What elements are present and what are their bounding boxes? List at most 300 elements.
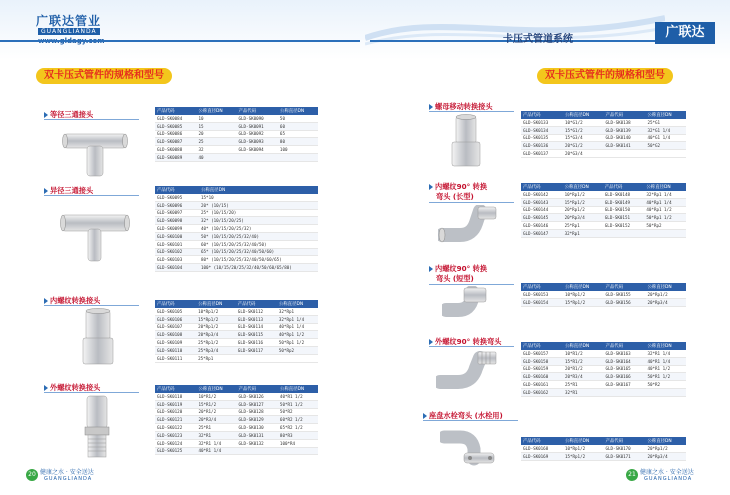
col-header-code: 产品代码 — [155, 186, 199, 194]
left-section-title — [36, 68, 172, 84]
product-code-cell: GLD-SK0104 — [155, 264, 199, 272]
product-code-cell — [236, 153, 277, 161]
left-section-title-text: 双卡压式管件的规格和型号 — [44, 70, 164, 81]
product-code-cell: GLD-SK0086 — [155, 130, 196, 138]
col-header-code: 产品代码 — [521, 111, 563, 119]
product-code-cell: GLD-SK0128 — [236, 408, 277, 416]
table-row — [521, 119, 686, 126]
product-code-cell: GLD-SK0116 — [236, 339, 277, 347]
nominal-size-cell: 15*Rp1/2 — [563, 198, 603, 206]
nominal-size-cell: 60 — [278, 122, 318, 130]
nominal-size-cell: 15*R1/2 — [563, 357, 604, 365]
label-underline — [423, 420, 518, 421]
col-header-size: 公称直径DN — [645, 342, 686, 350]
product-code-cell: GLD-SK0169 — [521, 452, 563, 460]
product-code-cell — [603, 150, 645, 158]
nominal-size-cell: 15 — [196, 122, 236, 130]
nominal-size-cell: 20*Rp3/4 — [645, 298, 686, 306]
product-code-cell: GLD-SK0095 — [155, 194, 199, 201]
nominal-size-cell: 32 — [196, 146, 236, 154]
footer-slogan-right: 健康之水 · 安全送达 — [640, 469, 694, 476]
col-header-code: 产品代码 — [236, 385, 277, 393]
nominal-size-cell: 15*R1/2 — [196, 400, 236, 408]
table-row — [155, 201, 318, 209]
table-row — [155, 331, 318, 339]
male-elbow-spec-table — [521, 342, 686, 397]
product-code-cell: GLD-SK0098 — [155, 217, 199, 225]
nominal-size-cell: 15*Rp1/2 — [563, 452, 604, 460]
col-header-code: 产品代码 — [236, 107, 277, 115]
nominal-size-cell: 60*R2 1/2 — [278, 416, 318, 424]
equal-tee-spec-table — [155, 107, 318, 162]
wall-plate-elbow-rows — [521, 445, 686, 460]
female-elbow-short-rows — [521, 291, 686, 306]
product-code-cell: GLD-SK0163 — [603, 350, 645, 357]
nominal-size-cell: 50*Rp2 — [644, 222, 686, 230]
col-header-code: 产品代码 — [155, 385, 196, 393]
product-code-cell: GLD-SK0085 — [155, 122, 196, 130]
reducing-tee-rows — [155, 194, 318, 271]
nominal-size-cell: 10*R1/2 — [563, 350, 604, 357]
product-code-cell: GLD-SK0152 — [603, 222, 645, 230]
page-number-right: 21 — [626, 469, 638, 481]
product-code-cell: GLD-SK0088 — [155, 146, 196, 154]
col-header-code: 产品代码 — [521, 437, 563, 445]
nominal-size-cell: 80 — [278, 138, 318, 146]
female-elbow-long-spec-table — [521, 183, 686, 238]
nominal-size-cell — [645, 150, 686, 158]
product-label-female-elbow-long-sub: 弯头 (长型) — [436, 192, 474, 201]
col-header-size: 公称直径DN — [196, 385, 236, 393]
table-row — [155, 447, 318, 455]
male-elbow-rows — [521, 350, 686, 396]
table-row — [155, 153, 318, 161]
logo-chinese-name: 广联达管业 — [36, 14, 102, 28]
product-code-cell: GLD-SK0130 — [236, 424, 277, 432]
nominal-size-cell: 10*Rp1/2 — [563, 445, 604, 452]
reducing-tee-fitting-image — [58, 205, 132, 265]
table-row — [155, 408, 318, 416]
nominal-size-cell: 25 — [196, 138, 236, 146]
table-row — [155, 439, 318, 447]
product-code-cell: GLD-SK0165 — [603, 365, 645, 373]
female-adapter-rows — [155, 308, 318, 362]
product-code-cell: GLD-SK0147 — [521, 229, 563, 237]
table-row — [521, 222, 686, 230]
nominal-size-cell: 15*Rp1/2 — [196, 315, 236, 323]
product-code-cell: GLD-SK0133 — [521, 119, 563, 126]
label-underline — [44, 119, 139, 120]
product-code-cell — [236, 447, 277, 455]
brand-badge: 广联达 — [655, 22, 715, 44]
nominal-size-cell: 20*Rp1/2 — [196, 323, 236, 331]
col-header-code: 产品代码 — [603, 342, 645, 350]
product-code-cell: GLD-SK0142 — [521, 191, 563, 198]
nominal-size-cell: 50*Rp2 — [277, 346, 318, 354]
table-row — [155, 248, 318, 256]
col-header-code: 产品代码 — [521, 283, 563, 291]
table-row — [155, 354, 318, 362]
table-row — [155, 416, 318, 424]
nominal-size-cell: 25*Rp1/2 — [196, 339, 236, 347]
label-underline — [429, 111, 514, 112]
nominal-size-cell: 15*G1/2 — [563, 126, 604, 134]
product-code-cell: GLD-SK0124 — [155, 439, 196, 447]
right-section-title — [537, 68, 673, 84]
col-header-size: 公称直径DN — [645, 437, 686, 445]
product-label-female-elbow-short-sub: 弯头 (短型) — [436, 274, 474, 283]
nominal-size-cell: 10*R1/2 — [196, 393, 236, 400]
table-row — [521, 191, 686, 198]
table-row — [521, 150, 686, 158]
product-code-cell: GLD-SK0164 — [603, 357, 645, 365]
nominal-size-cell: 20 — [196, 130, 236, 138]
product-code-cell: GLD-SK0168 — [521, 445, 563, 452]
nominal-size-cell: 10*Rp1/2 — [563, 291, 604, 298]
col-header-code: 产品代码 — [236, 300, 277, 308]
table-row — [521, 350, 686, 357]
table-row — [521, 373, 686, 381]
product-code-cell: GLD-SK0161 — [521, 381, 563, 389]
table-row — [155, 431, 318, 439]
company-logo — [36, 12, 116, 48]
col-header-size: 公称直径DN — [196, 300, 236, 308]
table-row — [521, 206, 686, 214]
nominal-size-cell: 50* (10/15/20/25/32/40) — [199, 232, 318, 240]
product-label-male-adapter: 外螺纹转换接头 — [44, 383, 100, 393]
product-code-cell: GLD-SK0118 — [155, 393, 196, 400]
header-rule-left — [0, 40, 360, 42]
product-code-cell: GLD-SK0112 — [236, 308, 277, 315]
nut-union-rows — [521, 119, 686, 157]
product-code-cell: GLD-SK0109 — [155, 339, 196, 347]
nominal-size-cell: 32*R1 1/4 — [196, 439, 236, 447]
nominal-size-cell: 32*R1 1/4 — [645, 350, 686, 357]
nominal-size-cell: 10*Rp1/2 — [196, 308, 236, 315]
nominal-size-cell: 25*Rp1 — [563, 222, 603, 230]
product-label-wall-plate-elbow: 座盘水栓弯头 (水栓用) — [423, 411, 503, 421]
nominal-size-cell: 50*G2 — [645, 142, 686, 150]
product-code-cell: GLD-SK0155 — [603, 291, 645, 298]
product-code-cell: GLD-SK0146 — [521, 222, 563, 230]
product-code-cell: GLD-SK0090 — [236, 115, 277, 122]
nominal-size-cell: 32*Rp1 1/4 — [644, 191, 686, 198]
nominal-size-cell: 40*Rp1 1/2 — [644, 206, 686, 214]
product-code-cell: GLD-SK0159 — [521, 365, 563, 373]
table-row — [155, 264, 318, 272]
table-row — [155, 130, 318, 138]
wall-plate-elbow-spec-table — [521, 437, 686, 461]
table-row — [521, 214, 686, 222]
nominal-size-cell: 32*Rp1 — [563, 229, 603, 237]
col-header-code: 产品代码 — [155, 300, 196, 308]
table-row — [521, 229, 686, 237]
nominal-size-cell: 80* (10/15/20/25/32/40/50/60/65) — [199, 256, 318, 264]
product-code-cell: GLD-SK0151 — [603, 214, 645, 222]
nominal-size-cell: 40*R1 1/4 — [196, 447, 236, 455]
product-code-cell — [603, 388, 645, 396]
nominal-size-cell: 10 — [196, 115, 236, 122]
table-row — [521, 452, 686, 460]
nominal-size-cell: 15*Rp1/2 — [563, 298, 604, 306]
nominal-size-cell — [278, 447, 318, 455]
nominal-size-cell: 50 — [278, 115, 318, 122]
nominal-size-cell: 25*Rp3/4 — [196, 346, 236, 354]
product-code-cell: GLD-SK0134 — [521, 126, 563, 134]
nominal-size-cell: 10*Rp1/2 — [563, 191, 603, 198]
col-header-code: 产品代码 — [521, 183, 563, 191]
table-row — [155, 232, 318, 240]
col-header-size: 公称直径DN — [645, 111, 686, 119]
product-code-cell: GLD-SK0145 — [521, 214, 563, 222]
table-row — [521, 142, 686, 150]
product-code-cell: GLD-SK0101 — [155, 240, 199, 248]
nominal-size-cell: 20*R3/4 — [196, 416, 236, 424]
product-code-cell: GLD-SK0144 — [521, 206, 563, 214]
nominal-size-cell: 20*G1/2 — [563, 142, 604, 150]
product-code-cell: GLD-SK0135 — [521, 134, 563, 142]
table-row — [521, 134, 686, 142]
nominal-size-cell: 40 — [196, 153, 236, 161]
page-number-left: 20 — [26, 469, 38, 481]
table-row — [155, 146, 318, 154]
nominal-size-cell: 50*Rp1 1/2 — [644, 214, 686, 222]
nominal-size-cell: 25*R1 — [196, 424, 236, 432]
product-code-cell: GLD-SK0126 — [236, 393, 277, 400]
product-code-cell: GLD-SK0166 — [603, 373, 645, 381]
product-code-cell: GLD-SK0105 — [155, 308, 196, 315]
col-header-size: 公称直径DN — [644, 183, 686, 191]
product-code-cell: GLD-SK0087 — [155, 138, 196, 146]
nominal-size-cell: 50*R1 1/2 — [278, 400, 318, 408]
product-code-cell: GLD-SK0113 — [236, 315, 277, 323]
nominal-size-cell: 50*R1 1/2 — [645, 373, 686, 381]
product-code-cell: GLD-SK0108 — [155, 331, 196, 339]
table-row — [155, 194, 318, 201]
table-row — [521, 126, 686, 134]
table-row — [521, 198, 686, 206]
product-code-cell: GLD-SK0160 — [521, 373, 563, 381]
product-code-cell — [603, 229, 645, 237]
product-code-cell: GLD-SK0132 — [236, 439, 277, 447]
product-code-cell: GLD-SK0171 — [603, 452, 645, 460]
product-code-cell: GLD-SK0139 — [603, 126, 645, 134]
nominal-size-cell: 20*G3/4 — [563, 150, 604, 158]
table-row — [155, 209, 318, 217]
product-code-cell: GLD-SK0125 — [155, 447, 196, 455]
nominal-size-cell: 40*Rp1 1/4 — [644, 198, 686, 206]
nominal-size-cell: 20*Rp1/2 — [563, 206, 603, 214]
table-row — [155, 315, 318, 323]
table-row — [155, 225, 318, 233]
table-row — [521, 298, 686, 306]
product-code-cell: GLD-SK0162 — [521, 388, 563, 396]
nominal-size-cell — [645, 388, 686, 396]
product-label-male-elbow: 外螺纹90° 转换弯头 — [429, 337, 501, 347]
nominal-size-cell: 25*G1 — [645, 119, 686, 126]
product-code-cell: GLD-SK0110 — [155, 346, 196, 354]
product-code-cell: GLD-SK0115 — [236, 331, 277, 339]
footer-brand-right: GUANGLIANDA — [644, 476, 693, 482]
nominal-size-cell: 32* (10/15/20/25) — [199, 217, 318, 225]
nominal-size-cell: 25*Rp1 — [196, 354, 236, 362]
product-code-cell: GLD-SK0106 — [155, 315, 196, 323]
product-code-cell: GLD-SK0127 — [236, 400, 277, 408]
label-underline — [44, 305, 139, 306]
nominal-size-cell: 25*R1 — [563, 381, 604, 389]
product-code-cell: GLD-SK0156 — [603, 298, 645, 306]
product-code-cell: GLD-SK0121 — [155, 416, 196, 424]
product-code-cell: GLD-SK0123 — [155, 431, 196, 439]
nominal-size-cell: 20*R1/2 — [563, 365, 604, 373]
label-underline — [429, 346, 514, 347]
product-code-cell: GLD-SK0131 — [236, 431, 277, 439]
col-header-size: 公称直径DN — [563, 342, 604, 350]
product-code-cell: GLD-SK0092 — [236, 130, 277, 138]
nominal-size-cell: 40*R1 1/4 — [645, 357, 686, 365]
col-header-size: 公称直径DN — [277, 300, 318, 308]
col-header-code: 产品代码 — [603, 183, 645, 191]
nominal-size-cell: 20*Rp3/4 — [645, 452, 686, 460]
nominal-size-cell: 20*Rp1/2 — [645, 291, 686, 298]
table-row — [155, 217, 318, 225]
product-code-cell: GLD-SK0170 — [603, 445, 645, 452]
nominal-size-cell: 32*R1 — [196, 431, 236, 439]
col-header-code: 产品代码 — [603, 437, 645, 445]
footer-brand-left: GUANGLIANDA — [44, 476, 93, 482]
product-code-cell: GLD-SK0137 — [521, 150, 563, 158]
label-underline — [44, 392, 139, 393]
table-row — [155, 240, 318, 248]
nominal-size-cell: 32*R1 — [563, 388, 604, 396]
nominal-size-cell: 20*R1/2 — [196, 408, 236, 416]
female-elbow-short-spec-table — [521, 283, 686, 307]
nominal-size-cell: 15*10 — [199, 194, 318, 201]
table-row — [155, 122, 318, 130]
product-code-cell: GLD-SK0138 — [603, 119, 645, 126]
male-adapter-spec-table — [155, 385, 318, 455]
product-label-nut-union: 螺母移动转换接头 — [429, 102, 493, 112]
product-code-cell: GLD-SK0084 — [155, 115, 196, 122]
nominal-size-cell: 100* (10/15/20/25/32/40/50/60/65/80) — [199, 264, 318, 272]
nominal-size-cell — [278, 153, 318, 161]
product-code-cell: GLD-SK0099 — [155, 225, 199, 233]
logo-english-name: GUANGLIANDA — [38, 28, 100, 35]
col-header-size: 公称直径DN — [199, 186, 318, 194]
col-header-size: 公称直径DN — [563, 437, 604, 445]
product-code-cell: GLD-SK0103 — [155, 256, 199, 264]
nominal-size-cell: 65* (10/15/20/25/32/40/50/60) — [199, 248, 318, 256]
product-code-cell: GLD-SK0091 — [236, 122, 277, 130]
nominal-size-cell: 20*R3/4 — [563, 373, 604, 381]
product-label-female-elbow-long: 内螺纹90° 转换 — [429, 182, 487, 192]
col-header-size: 公称直径DN — [278, 385, 318, 393]
nominal-size-cell: 20*Rp1/2 — [645, 445, 686, 452]
product-code-cell: GLD-SK0167 — [603, 381, 645, 389]
product-label-female-elbow-short: 内螺纹90° 转换 — [429, 264, 487, 274]
product-code-cell: GLD-SK0107 — [155, 323, 196, 331]
nut-union-spec-table — [521, 111, 686, 158]
table-row — [521, 445, 686, 452]
col-header-size: 公称直径DN — [563, 183, 603, 191]
nominal-size-cell: 40*R1 1/2 — [645, 365, 686, 373]
product-code-cell: GLD-SK0140 — [603, 134, 645, 142]
product-code-cell: GLD-SK0097 — [155, 209, 199, 217]
nominal-size-cell — [644, 229, 686, 237]
product-code-cell: GLD-SK0141 — [603, 142, 645, 150]
nominal-size-cell: 65 — [278, 130, 318, 138]
nominal-size-cell: 80*R3 — [278, 431, 318, 439]
label-underline — [429, 284, 514, 285]
col-header-size: 公称直径DN — [563, 283, 604, 291]
table-row — [155, 339, 318, 347]
nominal-size-cell: 15*G3/4 — [563, 134, 604, 142]
product-code-cell: GLD-SK0148 — [603, 191, 645, 198]
female-elbow-long-fitting-image — [438, 205, 500, 245]
nominal-size-cell: 20*Rp3/4 — [196, 331, 236, 339]
col-header-size: 公称直径DN — [563, 111, 604, 119]
nominal-size-cell: 50*Rp1 1/2 — [277, 339, 318, 347]
product-code-cell: GLD-SK0119 — [155, 400, 196, 408]
product-code-cell: GLD-SK0093 — [236, 138, 277, 146]
nominal-size-cell: 32*Rp1 — [277, 308, 318, 315]
product-code-cell: GLD-SK0096 — [155, 201, 199, 209]
female-elbow-short-fitting-image — [442, 286, 492, 322]
table-row — [155, 393, 318, 400]
product-label-female-adapter: 内螺纹转换接头 — [44, 296, 100, 306]
product-code-cell: GLD-SK0129 — [236, 416, 277, 424]
product-code-cell: GLD-SK0157 — [521, 350, 563, 357]
col-header-size: 公称直径DN — [196, 107, 236, 115]
product-code-cell: GLD-SK0143 — [521, 198, 563, 206]
female-adapter-spec-table — [155, 300, 318, 363]
col-header-size: 公称直径DN — [645, 283, 686, 291]
table-row — [155, 138, 318, 146]
col-header-code: 产品代码 — [521, 342, 563, 350]
product-code-cell: GLD-SK0111 — [155, 354, 196, 362]
nominal-size-cell: 50*R2 — [645, 381, 686, 389]
footer-slogan-left: 健康之水 · 安全送达 — [40, 469, 94, 476]
nominal-size-cell: 20* (10/15) — [199, 201, 318, 209]
wall-plate-elbow-fitting-image — [440, 423, 498, 467]
nominal-size-cell: 20*Rp3/4 — [563, 214, 603, 222]
nominal-size-cell: 32*G1 1/4 — [645, 126, 686, 134]
product-code-cell: GLD-SK0153 — [521, 291, 563, 298]
table-row — [521, 291, 686, 298]
nominal-size-cell: 10*G1/2 — [563, 119, 604, 126]
product-code-cell: GLD-SK0094 — [236, 146, 277, 154]
nut-union-fitting-image — [448, 114, 484, 170]
product-code-cell: GLD-SK0100 — [155, 232, 199, 240]
table-row — [155, 308, 318, 315]
product-code-cell: GLD-SK0117 — [236, 346, 277, 354]
table-row — [155, 346, 318, 354]
label-underline — [429, 202, 514, 203]
nominal-size-cell: 40* (10/15/20/25/32) — [199, 225, 318, 233]
nominal-size-cell: 40*G1 1/4 — [645, 134, 686, 142]
product-code-cell: GLD-SK0136 — [521, 142, 563, 150]
nominal-size-cell: 40*Rp1 1/4 — [277, 323, 318, 331]
nominal-size-cell: 100*R4 — [278, 439, 318, 447]
female-adapter-fitting-image — [80, 308, 116, 368]
system-title: 卡压式管道系统 — [503, 34, 573, 45]
product-code-cell: GLD-SK0120 — [155, 408, 196, 416]
product-code-cell: GLD-SK0154 — [521, 298, 563, 306]
male-adapter-fitting-image — [82, 394, 112, 460]
col-header-size: 公称直径DN — [278, 107, 318, 115]
nominal-size-cell: 65*R2 1/2 — [278, 424, 318, 432]
reducing-tee-spec-table — [155, 186, 318, 272]
